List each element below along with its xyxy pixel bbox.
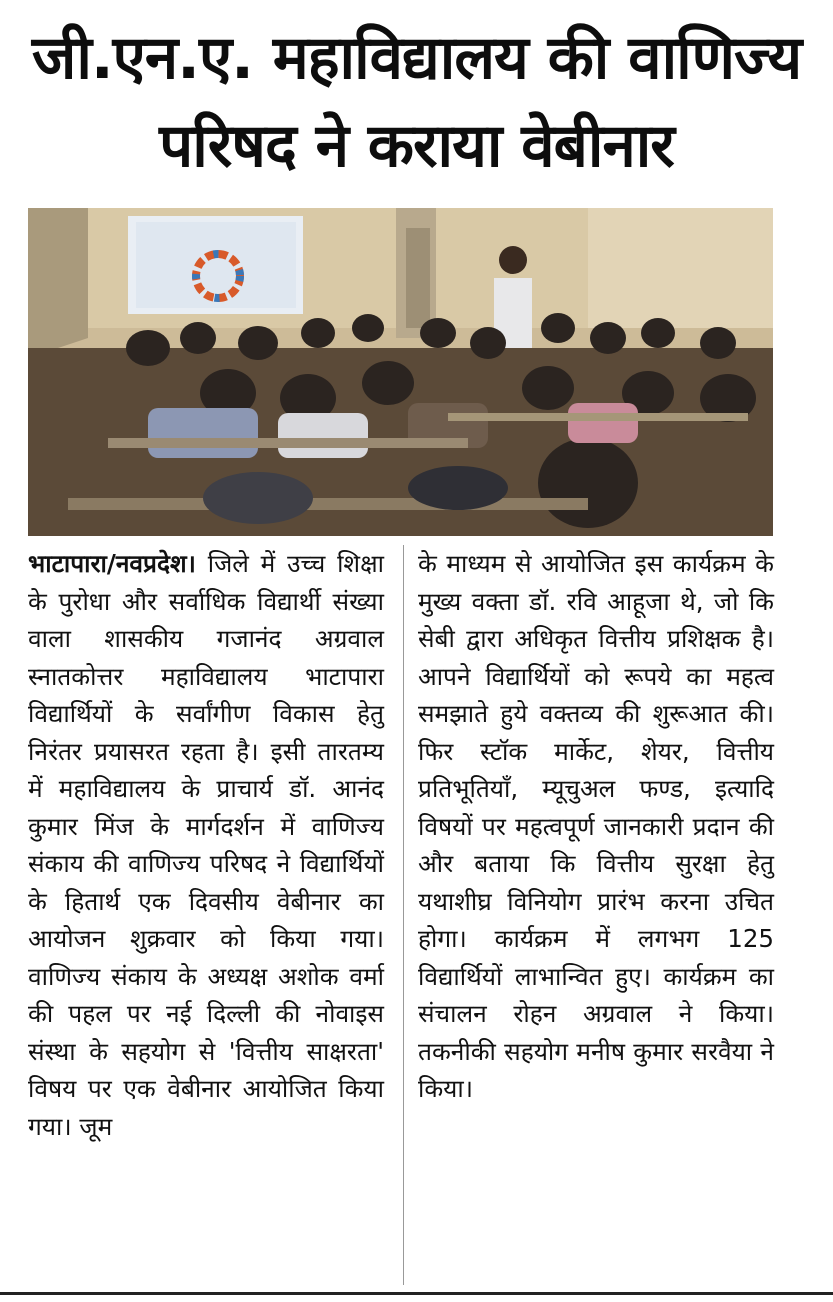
column-divider <box>403 545 404 1285</box>
article-column-1 <box>28 545 384 1145</box>
column-2-text: के माध्यम से आयोजित इस कार्यक्रम के मुख्य वक्ता डॉ. रवि आहूजा थे, जो कि सेबी द्वारा अधिकृत वित्तीय प्रशिक्षक है। आपने विद्यार्थियों को रूपये का महत्व समझाते हुये वक्तव्य की शुरूआत की। फिर स्टॉक मार्केट, शेयर, वित्तीय प्रतिभूतियाँ, म्यूचुअल फण्ड, इत्यादि विषयों पर महत्वपूर्ण जानकारी प्रदान की और बताया कि वित्तीय सुरक्षा हेतु यथाशीघ्र विनियोग प्रारंभ करना उचित होगा। कार्यक्रम में लगभग 125 विद्यार्थियों लाभान्वित हुए। कार्यक्रम का संचालन रोहन अग्रवाल ने किया। तकनीकी सहयोग मनीष कुमार सरवैया ने किया। <box>418 549 774 1103</box>
bottom-rule <box>0 1292 833 1295</box>
column-1-text: जिले में उच्च शिक्षा के पुरोधा और सर्वाधिक विद्यार्थी संख्या वाला शासकीय गजानंद अग्रवाल स्नातकोत्तर महाविद्यालय भाटापारा विद्यार्थियों के सर्वांगीण विकास हेतु निरंतर प्रयासरत रहता है। इसी तारतम्य में महाविद्यालय के प्राचार्य डॉ. आनंद कुमार मिंज के मार्गदर्शन में वाणिज्य संकाय की वाणिज्य परिषद ने विद्यार्थियों के हितार्थ एक दिवसीय वेबीनार का आयोजन शुक्रवार को किया गया। वाणिज्य संकाय के अध्यक्ष अशोक वर्मा की पहल पर नई दिल्ली की नोवाइस संस्था के सहयोग से 'वित्तीय साक्षरता' विषय पर एक वेबीनार आयोजित किया गया। जूम <box>28 549 384 1141</box>
headline-line-2: परिषद ने कराया वेबीनार <box>159 111 674 181</box>
dateline: भाटापारा/नवप्रदेश। <box>28 549 196 578</box>
headline <box>0 14 833 190</box>
article-column-2 <box>418 545 774 1108</box>
headline-line-1: जी.एन.ए. महाविद्यालय की वाणिज्य <box>31 23 802 93</box>
webinar-classroom-photo <box>28 208 773 536</box>
